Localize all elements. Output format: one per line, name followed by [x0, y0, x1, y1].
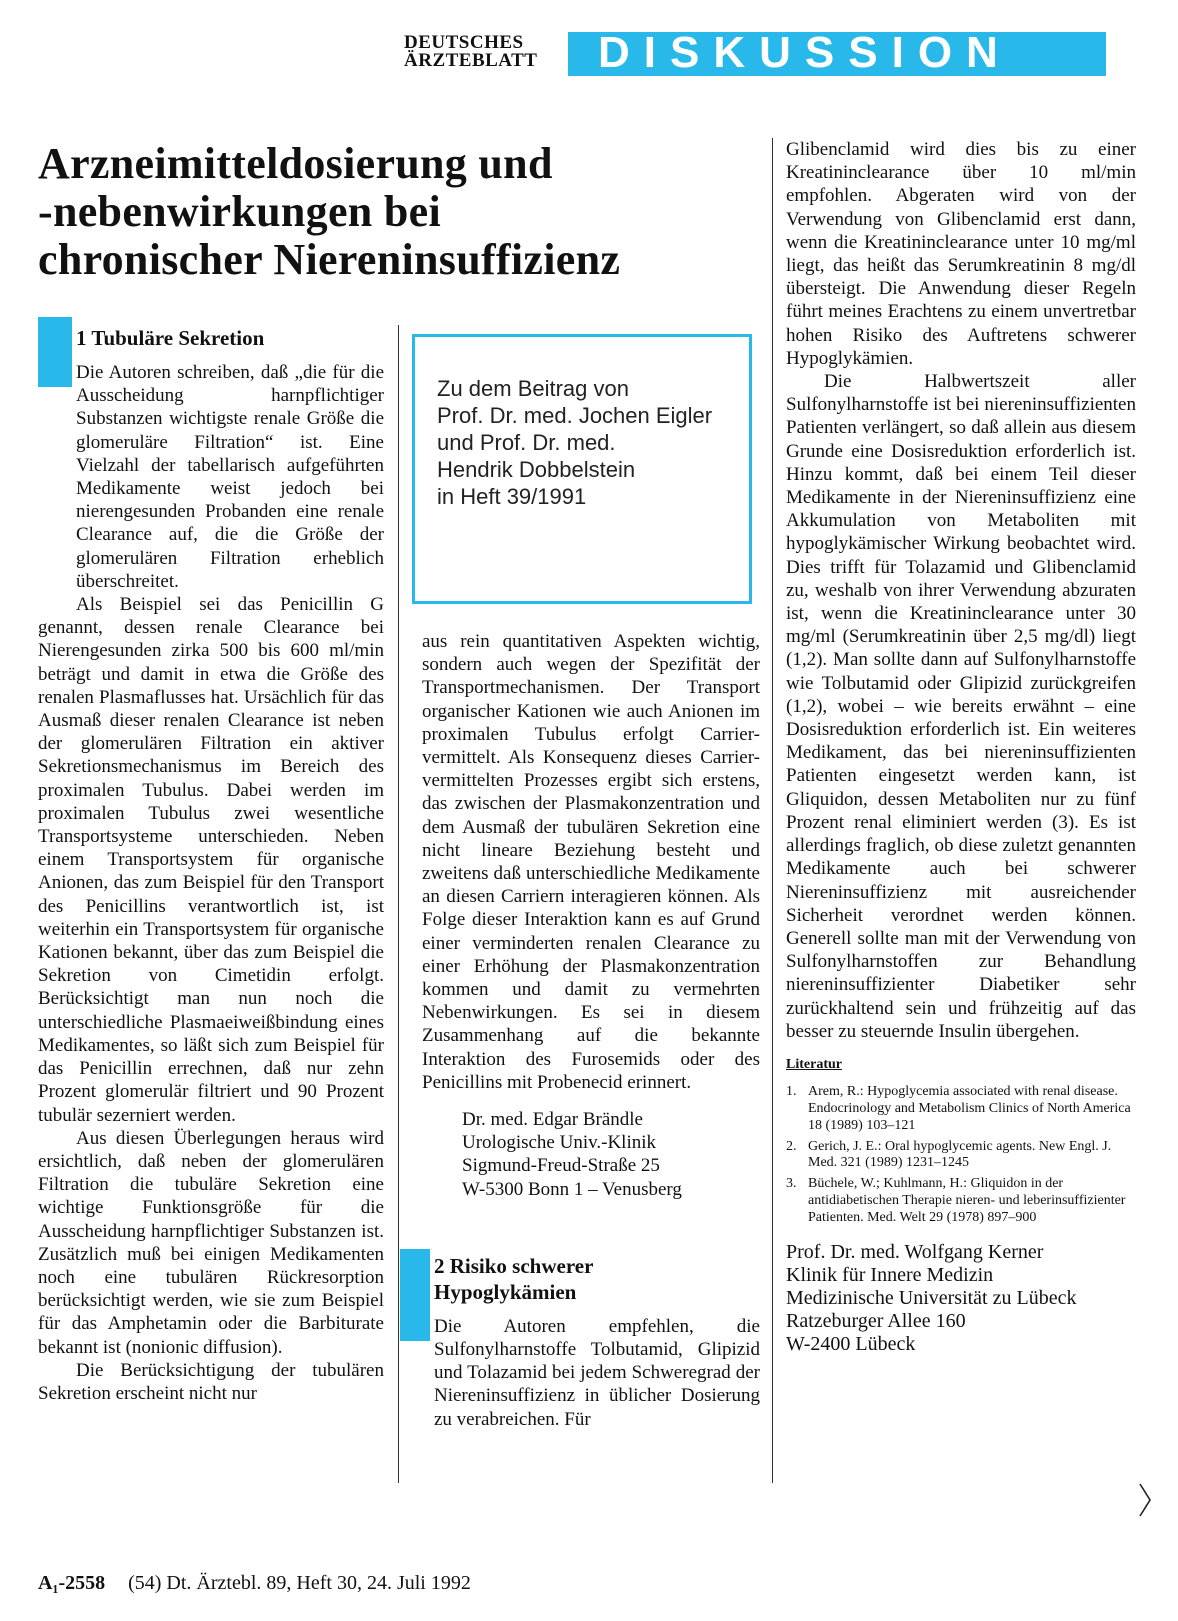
- section-banner: [568, 28, 1106, 77]
- author-clinic: Klinik für Innere Medizin: [786, 1263, 994, 1286]
- paragraph: Die Autoren schreiben, daß „die für die Ausscheidung harnpflichtiger Substanzen wichtigste renale Größe die glomeruläre Filtration“ ist. Eine Vielzahl der tabellarisch aufgeführten Medikamente weist jedoch bei nierengesunden Probanden eine renale Clearance auf, die die Größe der glomerulären Filtration erheblich überschreitet.: [76, 362, 384, 592]
- title-line2: -nebenwirkungen bei: [38, 187, 441, 236]
- paragraph: aus rein quantitativen Aspekten wichtig, sondern auch wegen der Spezifität der Transportmechanismen. Der Transport organischer Kationen wie auch Anionen im proximalen Tubulus erfolgt Carrier-vermittelt. Als Konsequenz dieses Carrier-vermittelten Prozesses ergibt sich erstens, das zwischen der Plasmakonzentration und dem Ausmaß der tubulären Sekretion eine nicht lineare Beziehung besteht und zweitens daß unterschiedliche Medikamente an diesen Carriern interagieren können. Als Folge dieser Interaktion kann es auf Grund einer verminderten renalen Clearance zu einer Erhöhung der Plasmakonzentration kommen und damit zu vermehrten Nebenwirkungen. Es sei in diesem Zusammenhang auf die bekannte Interaktion des Furosemids oder des Penicillins mit Probenecid erinnert.: [422, 631, 760, 1093]
- reference-box-text: [437, 375, 737, 510]
- reference-item: 1. Arem, R.: Hypoglycemia associated with renal disease. Endocrinology and Metabolism Clinics of North America 18 (1989) 103–121: [786, 1084, 1131, 1133]
- paragraph: Aus diesen Überlegungen heraus wird ersichtlich, daß neben der glomerulären Filtration die tubuläre Sekretion eine wichtige Funktionsgröße für die Ausscheidung harnpflichtiger Substanzen ist. Zusätzlich muß bei einigen Medikamenten noch eine tubulären Rückresorption berücksichtigt werden, wie sie zum Beispiel für das Amphetamin oder die Barbiturate bekannt ist (nonionic diffusion).: [38, 1127, 384, 1358]
- literature-title: Literatur: [786, 1056, 842, 1072]
- author-university: Medizinische Universität zu Lübeck: [786, 1286, 1077, 1309]
- section-heading-1: 1 Tubuläre Sekretion: [76, 326, 265, 350]
- author-city: W-5300 Bonn 1 – Venusberg: [462, 1178, 682, 1200]
- citation: (54) Dt. Ärztebl. 89, Heft 30, 24. Juli 1992: [128, 1572, 471, 1594]
- reference-list: [786, 1084, 1136, 1226]
- title-line3: chronischer Niereninsuffizienz: [38, 235, 621, 284]
- paragraph: Die Berücksichtigung der tubulären Sekretion erscheint nicht nur: [38, 1359, 384, 1404]
- reference-item: 3. Büchele, W.; Kuhlmann, H.: Gliquidon in der antidiabetischen Therapie nieren- und leberinsuffizienter Patienten. Med. Welt 29 (1978) 897–900: [786, 1176, 1126, 1225]
- section-label: DISKUSSION: [598, 28, 1012, 77]
- author-name: Dr. med. Edgar Brändle: [462, 1109, 643, 1131]
- box-line: Hendrik Dobbelstein: [437, 457, 636, 482]
- column-rule-2: [772, 138, 773, 1483]
- paragraph: Die Autoren empfehlen, die Sulfonylharnstoffe Tolbutamid, Glipizid und Tolazamid bei jedem Schweregrad der Niereninsuffizienz in üblicher Dosierung zu verabreichen. Für: [434, 1315, 760, 1430]
- box-line: und Prof. Dr. med.: [437, 430, 616, 455]
- author-clinic: Urologische Univ.-Klinik: [462, 1132, 657, 1154]
- publication-line2: ÄRZTEBLATT: [404, 50, 538, 71]
- column-2: [422, 630, 760, 1431]
- heading-line: 2 Risiko schwerer: [434, 1253, 594, 1278]
- continue-arrow-icon: [1138, 1482, 1152, 1518]
- column-3: [786, 138, 1136, 1356]
- paragraph: Glibenclamid wird dies bis zu einer Kreatininclearance über 10 ml/min empfohlen. Abgeraten wird von der Verwendung von Glibenclamid erst dann, wenn die Kreatininclearance unter 10 mg/ml liegt, das heißt das Serumkreatinin 8 mg/dl übersteigt. Die Anwendung dieser Regeln führt meines Erachtens zu einem unvertretbar hohen Risiko des Auftretens schwerer Hypoglykämien.: [786, 139, 1136, 369]
- page-number: A₁-2558: [38, 1572, 106, 1594]
- box-line: in Heft 39/1991: [437, 484, 587, 509]
- paragraph: Als Beispiel sei das Penicillin G genannt, dessen renale Clearance bei Nierengesunden zirka 500 bis 600 ml/min beträgt und damit in etwa die Größe des renalen Plasmaflusses hat. Ursächlich für das Ausmaß dieser renalen Clearance ist neben der glomerulären Filtration ein aktiver Sekretionsmechanismus im Bereich des proximalen Tubulus. Dabei werden im proximalen Tubulus zwei wesentliche Transportsysteme unterschieden. Neben einem Transportsystem für organische Anionen, das zum Beispiel für den Transport des Penicillins verantwortlich ist, ist weiterhin ein Transportsystem für organische Kationen bekannt, über das zum Beispiel die Sekretion von Cimetidin erfolgt. Berücksichtigt man nun noch die unterschiedliche Plasmaeiweißbindung eines Medikamentes, so läßt sich zum Beispiel für das Penicillin errechnen, daß nur zehn Prozent glomerulär filtriert und 90 Prozent tubulär sezerniert werden.: [38, 594, 384, 1126]
- box-line: Zu dem Beitrag von: [437, 376, 629, 401]
- author-street: Ratzeburger Allee 160: [786, 1309, 966, 1332]
- heading-line: Hypoglykämien: [434, 1279, 577, 1304]
- reference-item: 2. Gerich, J. E.: Oral hypoglycemic agents. New Engl. J. Med. 321 (1989) 1231–1245: [786, 1138, 1112, 1171]
- article-title: [38, 140, 758, 284]
- publication-line1: DEUTSCHES: [404, 32, 524, 53]
- section-2-block: [422, 1253, 760, 1431]
- column-1: [38, 325, 384, 1405]
- author-name: Prof. Dr. med. Wolfgang Kerner: [786, 1240, 1044, 1263]
- publication-name: [404, 34, 574, 70]
- paragraph: Die Halbwertszeit aller Sulfonylharnstoffe ist bei niereninsuffizienten Patienten verlängert, so daß allein aus diesem Grunde eine Dosisreduktion erforderlich ist. Hinzu kommt, daß bei einem Teil dieser Medikamente in der Niereninsuffizienz eine Akkumulation von Metaboliten mit hypoglykämischer Wirkung beobachtet wird. Dies trifft für Tolazamid und Glibenclamid zu, weshalb von ihrer Verwendung abzuraten ist, wenn die Kreatininclearance unter 30 mg/ml (Serumkreatinin über 2,5 mg/dl) liegt (1,2). Man sollte dann auf Sulfonylharnstoffe wie Tolbutamid oder Glipizid zurückgreifen (1,2), wobei – wie bereits erwähnt – eine Dosisreduktion erforderlich ist. Ein weiteres Medikament, das bei niereninsuffizienten Patienten eingesetzt werden kann, ist Gliquidon, dessen Metaboliten nur zu fünf Prozent renal eliminiert werden (3). Es ist allerdings fraglich, ob diese zuletzt genannten Medikamente auch bei schwerer Niereninsuffizienz mit ausreichender Sicherheit verordnet werden können. Generell sollte man mit der Verwendung von Sulfonylharnstoffen zur Behandlung niereninsuffizienter Diabetiker sehr zurückhaltend sein und frühzeitig auf das besser zu steuernde Insulin übergehen.: [786, 371, 1136, 1042]
- author-signature-1: [462, 1108, 760, 1201]
- author-city: W-2400 Lübeck: [786, 1332, 916, 1355]
- section-heading-2: [422, 1253, 760, 1305]
- author-street: Sigmund-Freud-Straße 25: [462, 1155, 660, 1177]
- column-rule-1: [398, 325, 399, 1483]
- reference-box: [412, 334, 752, 604]
- box-line: Prof. Dr. med. Jochen Eigler: [437, 403, 713, 428]
- title-line1: Arzneimitteldosierung und: [38, 139, 553, 188]
- author-signature-2: [786, 1241, 1136, 1356]
- page-footer: [38, 1572, 471, 1595]
